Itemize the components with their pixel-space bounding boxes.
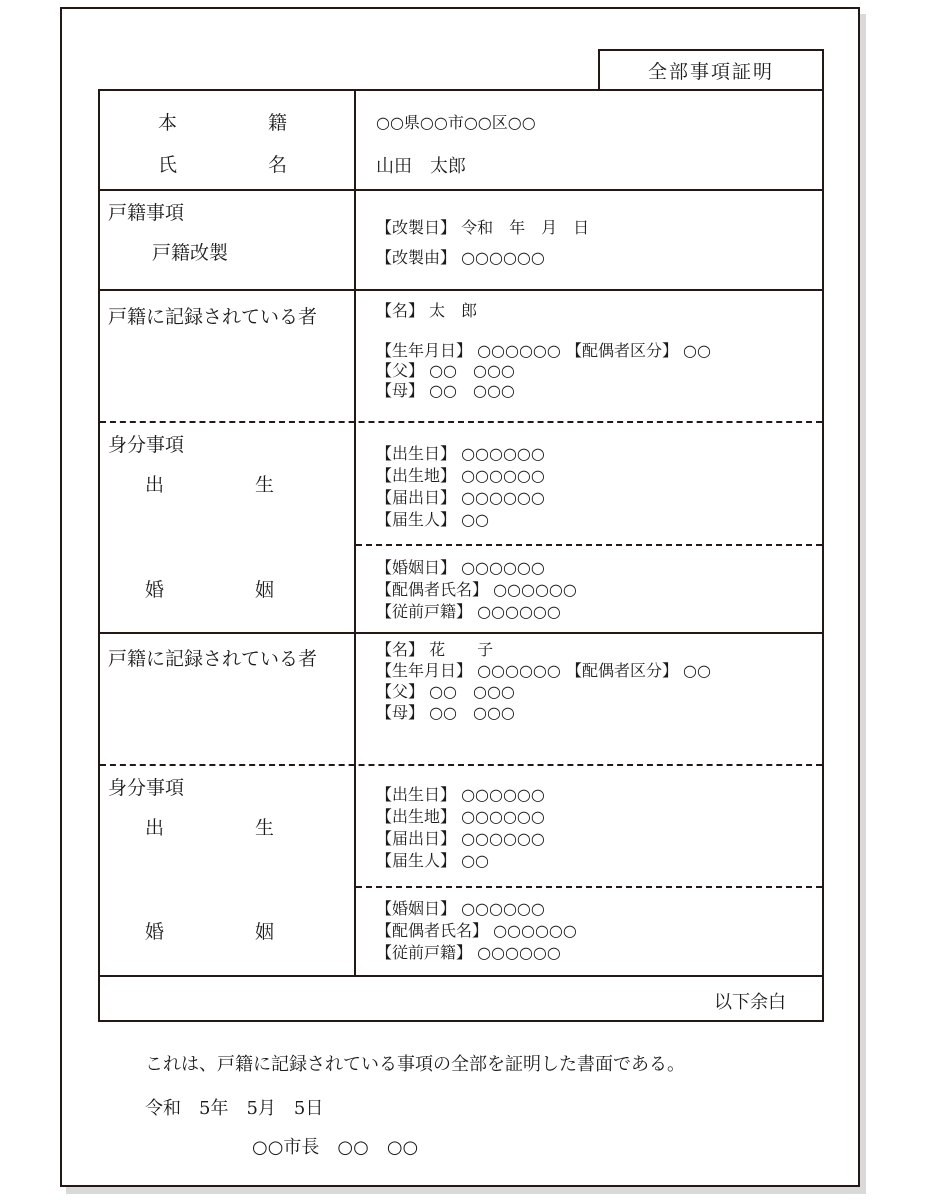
- person1-birth-line: 【出生日】 ○○○○○○: [376, 444, 545, 463]
- row-divider: [99, 189, 823, 191]
- honseki-label-1: 本: [158, 112, 178, 134]
- koseki-jiko-heading: 戸籍事項: [108, 202, 185, 224]
- shimei-label-1: 氏: [158, 154, 178, 176]
- person1-marriage-line: 【婚姻日】 ○○○○○○: [376, 558, 545, 577]
- issue-date: 令和 5年 5月 5日: [145, 1098, 324, 1119]
- person1-marriage-label-1: 婚: [145, 579, 165, 601]
- person1-birth-line: 【届出日】 ○○○○○○: [376, 488, 545, 507]
- person1-marriage-line: 【配偶者氏名】 ○○○○○○: [376, 580, 577, 599]
- kaisei-date: 【改製日】 令和 年 月 日: [376, 218, 590, 237]
- kaisei-reason: 【改製由】 ○○○○○○: [376, 248, 545, 267]
- person2-birth-line: 【出生地】 ○○○○○○: [376, 807, 545, 826]
- person1-name: 【名】 太 郎: [376, 301, 478, 320]
- person1-marriage-label-2: 姻: [255, 579, 275, 601]
- person2-mother: 【母】 ○○ ○○○: [376, 703, 515, 722]
- mayor-signature: ○○市長 ○○ ○○: [252, 1137, 419, 1158]
- person1-birth: 【生年月日】 ○○○○○○ 【配偶者区分】 ○○: [376, 341, 711, 360]
- person2-heading: 戸籍に記録されている者: [108, 648, 318, 670]
- person2-mibun-heading: 身分事項: [108, 777, 185, 799]
- person1-father: 【父】 ○○ ○○○: [376, 361, 515, 380]
- dashed-divider: [356, 886, 822, 888]
- dashed-divider: [356, 544, 822, 546]
- person1-mother: 【母】 ○○ ○○○: [376, 381, 515, 400]
- person1-heading: 戸籍に記録されている者: [108, 306, 318, 328]
- honseki-value: ○○県○○市○○区○○: [376, 113, 536, 132]
- ika-yohaku: 以下余白: [714, 992, 786, 1013]
- person2-name: 【名】 花 子: [376, 640, 494, 659]
- person2-birth: 【生年月日】 ○○○○○○ 【配偶者区分】 ○○: [376, 661, 711, 680]
- person2-birth-label-1: 出: [145, 817, 165, 839]
- koseki-kaisei-label: 戸籍改製: [152, 242, 229, 264]
- certification-statement: これは、戸籍に記録されている事項の全部を証明した書面である。: [145, 1054, 685, 1075]
- dashed-divider: [100, 421, 822, 423]
- person1-birth-label-2: 生: [255, 474, 275, 496]
- row-divider: [99, 632, 823, 634]
- person1-birth-label-1: 出: [145, 474, 165, 496]
- person2-marriage-line: 【配偶者氏名】 ○○○○○○: [376, 921, 577, 940]
- column-divider: [354, 89, 356, 976]
- shimei-value: 山田 太郎: [376, 156, 466, 177]
- person2-marriage-label-2: 姻: [255, 921, 275, 943]
- person2-marriage-line: 【婚姻日】 ○○○○○○: [376, 899, 545, 918]
- row-divider: [99, 975, 823, 977]
- person2-birth-line: 【出生日】 ○○○○○○: [376, 785, 545, 804]
- person1-birth-line: 【届生人】 ○○: [376, 510, 490, 529]
- honseki-label-2: 籍: [268, 112, 288, 134]
- row-divider: [99, 289, 823, 291]
- person1-birth-line: 【出生地】 ○○○○○○: [376, 466, 545, 485]
- person2-marriage-line: 【従前戸籍】 ○○○○○○: [376, 943, 561, 962]
- person1-marriage-line: 【従前戸籍】 ○○○○○○: [376, 602, 561, 621]
- person1-mibun-heading: 身分事項: [108, 434, 185, 456]
- document-title: 全部事項証明: [598, 49, 824, 90]
- person2-birth-line: 【届出日】 ○○○○○○: [376, 829, 545, 848]
- person2-birth-line: 【届生人】 ○○: [376, 851, 490, 870]
- person2-father: 【父】 ○○ ○○○: [376, 682, 515, 701]
- dashed-divider: [100, 764, 822, 766]
- person2-birth-label-2: 生: [255, 817, 275, 839]
- shimei-label-2: 名: [268, 154, 288, 176]
- person2-marriage-label-1: 婚: [145, 921, 165, 943]
